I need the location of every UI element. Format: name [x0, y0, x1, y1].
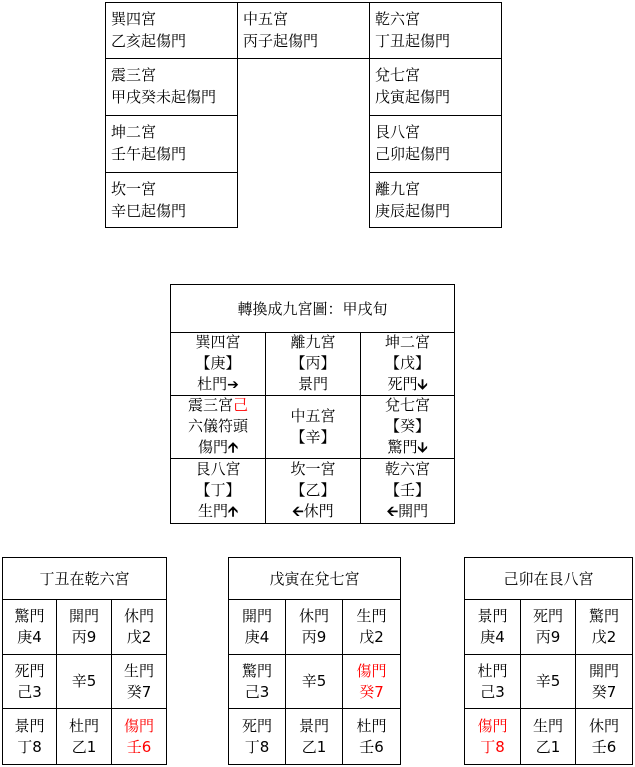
bottom-table-3 — [464, 557, 633, 765]
palace-stem: 【癸】 — [384, 417, 430, 435]
bottom-table-title: 丁丑在乾六宮 — [3, 558, 166, 600]
door-name: 死門 — [14, 661, 45, 680]
palace-door-line — [361, 374, 454, 396]
palace-name: 離九宮 — [290, 333, 336, 351]
palace-name-line — [361, 332, 454, 353]
door-name: 景門 — [477, 607, 508, 625]
door-name: 傷門 — [477, 716, 508, 735]
arrow-icon: 🡩 — [227, 504, 239, 520]
top-cell-kan — [105, 172, 238, 228]
palace-door-line — [266, 501, 360, 523]
door-name: 開門 — [241, 607, 272, 625]
stem-number: 癸7 — [126, 682, 152, 701]
palace-cell — [266, 459, 361, 523]
door-cell — [343, 709, 400, 764]
stem-number: 壬6 — [359, 737, 384, 756]
door-cell — [3, 655, 57, 709]
bottom-grid — [465, 600, 632, 764]
palace-name: 兌七宮 — [384, 396, 430, 414]
palace-door: 景門 — [297, 375, 328, 393]
door-cell — [521, 600, 576, 655]
stem-number: 丙9 — [301, 628, 327, 646]
palace-cell — [171, 459, 266, 523]
door-name: 景門 — [14, 716, 45, 735]
palace-cell — [266, 396, 361, 459]
door-cell — [3, 709, 57, 764]
stem-number: 壬6 — [126, 737, 152, 756]
door-name: 死門 — [532, 607, 563, 625]
palace-name: 坤二宮 — [384, 333, 430, 351]
door-cell — [57, 600, 112, 655]
door-name: 驚門 — [588, 607, 619, 625]
arrow-icon: 🡫 — [417, 377, 428, 393]
door-cell — [576, 600, 632, 655]
stem-number: 庚4 — [17, 628, 42, 646]
door-cell — [286, 655, 343, 709]
arrow-icon: 🡫 — [417, 440, 428, 456]
cell-name: 坎一宮 — [111, 180, 157, 198]
top-cell-kun — [105, 115, 238, 173]
palace-name: 中五宮 — [290, 407, 336, 425]
door-cell — [112, 655, 166, 709]
palace-name: 坎一宮 — [290, 460, 336, 478]
cell-line: 戊寅起傷門 — [375, 88, 451, 106]
top-cell-li — [369, 172, 502, 228]
door-name: 傷門 — [123, 716, 154, 735]
stem-number: 己3 — [480, 682, 505, 701]
palace-door: 生門 — [197, 502, 228, 520]
cell-name: 坤二宮 — [111, 123, 157, 141]
palace-cell — [361, 459, 454, 523]
stem-number: 戊2 — [126, 628, 152, 646]
palace-stem: 【丁】 — [195, 481, 241, 499]
palace-door-line — [171, 374, 265, 396]
bottom-grid — [229, 600, 400, 764]
door-name: 生門 — [356, 607, 387, 625]
arrow-left-icon: 🡨 — [386, 504, 399, 520]
stem-number: 庚4 — [244, 628, 270, 646]
palace-name: 乾六宮 — [384, 460, 430, 478]
palace-name-line — [171, 395, 265, 416]
top-cell-dui — [369, 58, 502, 116]
door-cell — [343, 600, 400, 655]
palace-cell — [361, 396, 454, 459]
door-name: 杜門 — [477, 661, 508, 680]
cell-line: 乙亥起傷門 — [111, 32, 187, 50]
stem-number: 戊2 — [359, 628, 384, 646]
nine-palace-title: 轉換成九宮圖：甲戌旬 — [171, 285, 454, 333]
stem-number: 壬6 — [591, 737, 617, 756]
cell-line: 辛巳起傷門 — [111, 202, 187, 220]
palace-stem: 【辛】 — [290, 428, 336, 446]
door-name: 杜門 — [68, 716, 99, 735]
cell-line: 丙子起傷門 — [243, 32, 319, 50]
door-name: 驚門 — [241, 661, 272, 680]
door-cell — [521, 709, 576, 764]
stem-number: 癸7 — [359, 682, 384, 701]
door-cell — [576, 655, 632, 709]
door-name: 休門 — [123, 607, 154, 625]
door-cell — [229, 655, 286, 709]
palace-name-line — [361, 459, 454, 480]
door-name: 休門 — [588, 716, 619, 735]
stem-number: 戊2 — [591, 628, 617, 646]
cell-name: 乾六宮 — [375, 10, 421, 28]
door-cell — [57, 655, 112, 709]
palace-name-line — [361, 395, 454, 416]
palace-cell — [266, 333, 361, 396]
palace-name-line — [266, 459, 360, 480]
door-name: 生門 — [532, 716, 563, 735]
door-cell — [465, 709, 521, 764]
palace-stem: 【庚】 — [195, 354, 241, 372]
door-cell — [112, 600, 166, 655]
palace-cell — [171, 396, 266, 459]
door-name: 開門 — [68, 607, 99, 625]
door-name: 開門 — [588, 661, 619, 680]
nine-palace-table — [170, 284, 455, 524]
top-cell-qian — [369, 2, 502, 59]
palace-cell — [171, 333, 266, 396]
stem-number: 庚4 — [480, 628, 505, 646]
palace-cell — [361, 333, 454, 396]
cell-line: 丁丑起傷門 — [375, 32, 451, 50]
palace-name: 震三宮 — [187, 396, 233, 414]
bottom-table-2 — [228, 557, 401, 765]
cell-line: 庚辰起傷門 — [375, 202, 451, 220]
palace-door: 驚門 — [387, 438, 418, 456]
door-cell — [521, 655, 576, 709]
door-cell — [3, 600, 57, 655]
palace-name-red: 己 — [233, 396, 249, 414]
stem-number: 丁8 — [480, 737, 505, 756]
palace-name-line — [266, 406, 360, 427]
palace-stem: 【壬】 — [384, 481, 430, 499]
palace-name: 巽四宮 — [195, 333, 241, 351]
stem-number: 丁8 — [17, 737, 42, 756]
stem-number: 辛5 — [71, 672, 97, 690]
door-name: 休門 — [298, 607, 329, 625]
cell-name: 中五宮 — [243, 10, 289, 28]
palace-door-line — [361, 437, 454, 459]
palace-stem: 【戊】 — [384, 354, 430, 372]
top-cell-xun — [105, 2, 238, 59]
door-cell — [465, 655, 521, 709]
palace-door-line — [171, 437, 265, 459]
door-cell — [229, 600, 286, 655]
palace-name-line — [171, 332, 265, 353]
top-cell-gen — [369, 115, 502, 173]
stem-number: 癸7 — [591, 682, 617, 701]
cell-line: 甲戌癸未起傷門 — [111, 88, 217, 106]
bottom-table-title: 戊寅在兌七宮 — [229, 558, 400, 600]
palace-door-line — [266, 374, 360, 396]
top-cell-zhong — [237, 2, 370, 59]
door-name: 生門 — [123, 661, 154, 680]
nine-palace-grid — [171, 333, 454, 523]
door-name: 景門 — [298, 716, 329, 735]
bottom-table-1 — [2, 557, 167, 765]
stem-number: 乙1 — [535, 737, 561, 756]
arrow-icon: 🡩 — [227, 440, 239, 456]
stem-number: 丁8 — [244, 737, 270, 756]
stem-number: 己3 — [17, 682, 42, 701]
palace-door: 開門 — [398, 502, 429, 520]
door-cell — [112, 709, 166, 764]
palace-door-line — [171, 501, 265, 523]
palace-door-line — [361, 501, 454, 523]
palace-door: 休門 — [303, 502, 334, 520]
cell-line: 己卯起傷門 — [375, 145, 451, 163]
bottom-table-title: 己卯在艮八宮 — [465, 558, 632, 600]
stem-number: 辛5 — [301, 672, 327, 690]
door-cell — [576, 709, 632, 764]
arrow-left-icon: 🡨 — [292, 504, 304, 520]
stem-number: 辛5 — [535, 672, 561, 690]
palace-door: 傷門 — [197, 438, 228, 456]
cell-name: 巽四宮 — [111, 10, 157, 28]
palace-door: 死門 — [387, 375, 418, 393]
cell-name: 離九宮 — [375, 180, 421, 198]
arrow-icon: ➔ — [227, 377, 239, 393]
palace-stem: 六儀符頭 — [187, 417, 248, 435]
cell-line: 壬午起傷門 — [111, 145, 187, 163]
door-cell — [57, 709, 112, 764]
top-palace-table — [105, 2, 502, 228]
stem-number: 乙1 — [301, 737, 327, 756]
palace-name: 艮八宮 — [195, 460, 241, 478]
palace-name-line — [171, 459, 265, 480]
door-cell — [343, 655, 400, 709]
palace-door: 杜門 — [197, 375, 228, 393]
top-cell-zhen — [105, 58, 238, 116]
door-name: 傷門 — [356, 661, 387, 680]
door-name: 杜門 — [356, 716, 387, 735]
door-cell — [465, 600, 521, 655]
door-name: 驚門 — [14, 607, 45, 625]
cell-name: 兌七宮 — [375, 66, 421, 84]
door-cell — [286, 600, 343, 655]
bottom-grid — [3, 600, 166, 764]
cell-name: 艮八宮 — [375, 123, 421, 141]
palace-name-line — [266, 332, 360, 353]
door-cell — [286, 709, 343, 764]
stem-number: 丙9 — [535, 628, 561, 646]
stem-number: 丙9 — [71, 628, 97, 646]
cell-name: 震三宮 — [111, 66, 157, 84]
palace-stem: 【乙】 — [290, 481, 336, 499]
stem-number: 己3 — [244, 682, 270, 701]
door-name: 死門 — [241, 716, 272, 735]
stem-number: 乙1 — [71, 737, 97, 756]
palace-stem: 【丙】 — [290, 354, 336, 372]
door-cell — [229, 709, 286, 764]
